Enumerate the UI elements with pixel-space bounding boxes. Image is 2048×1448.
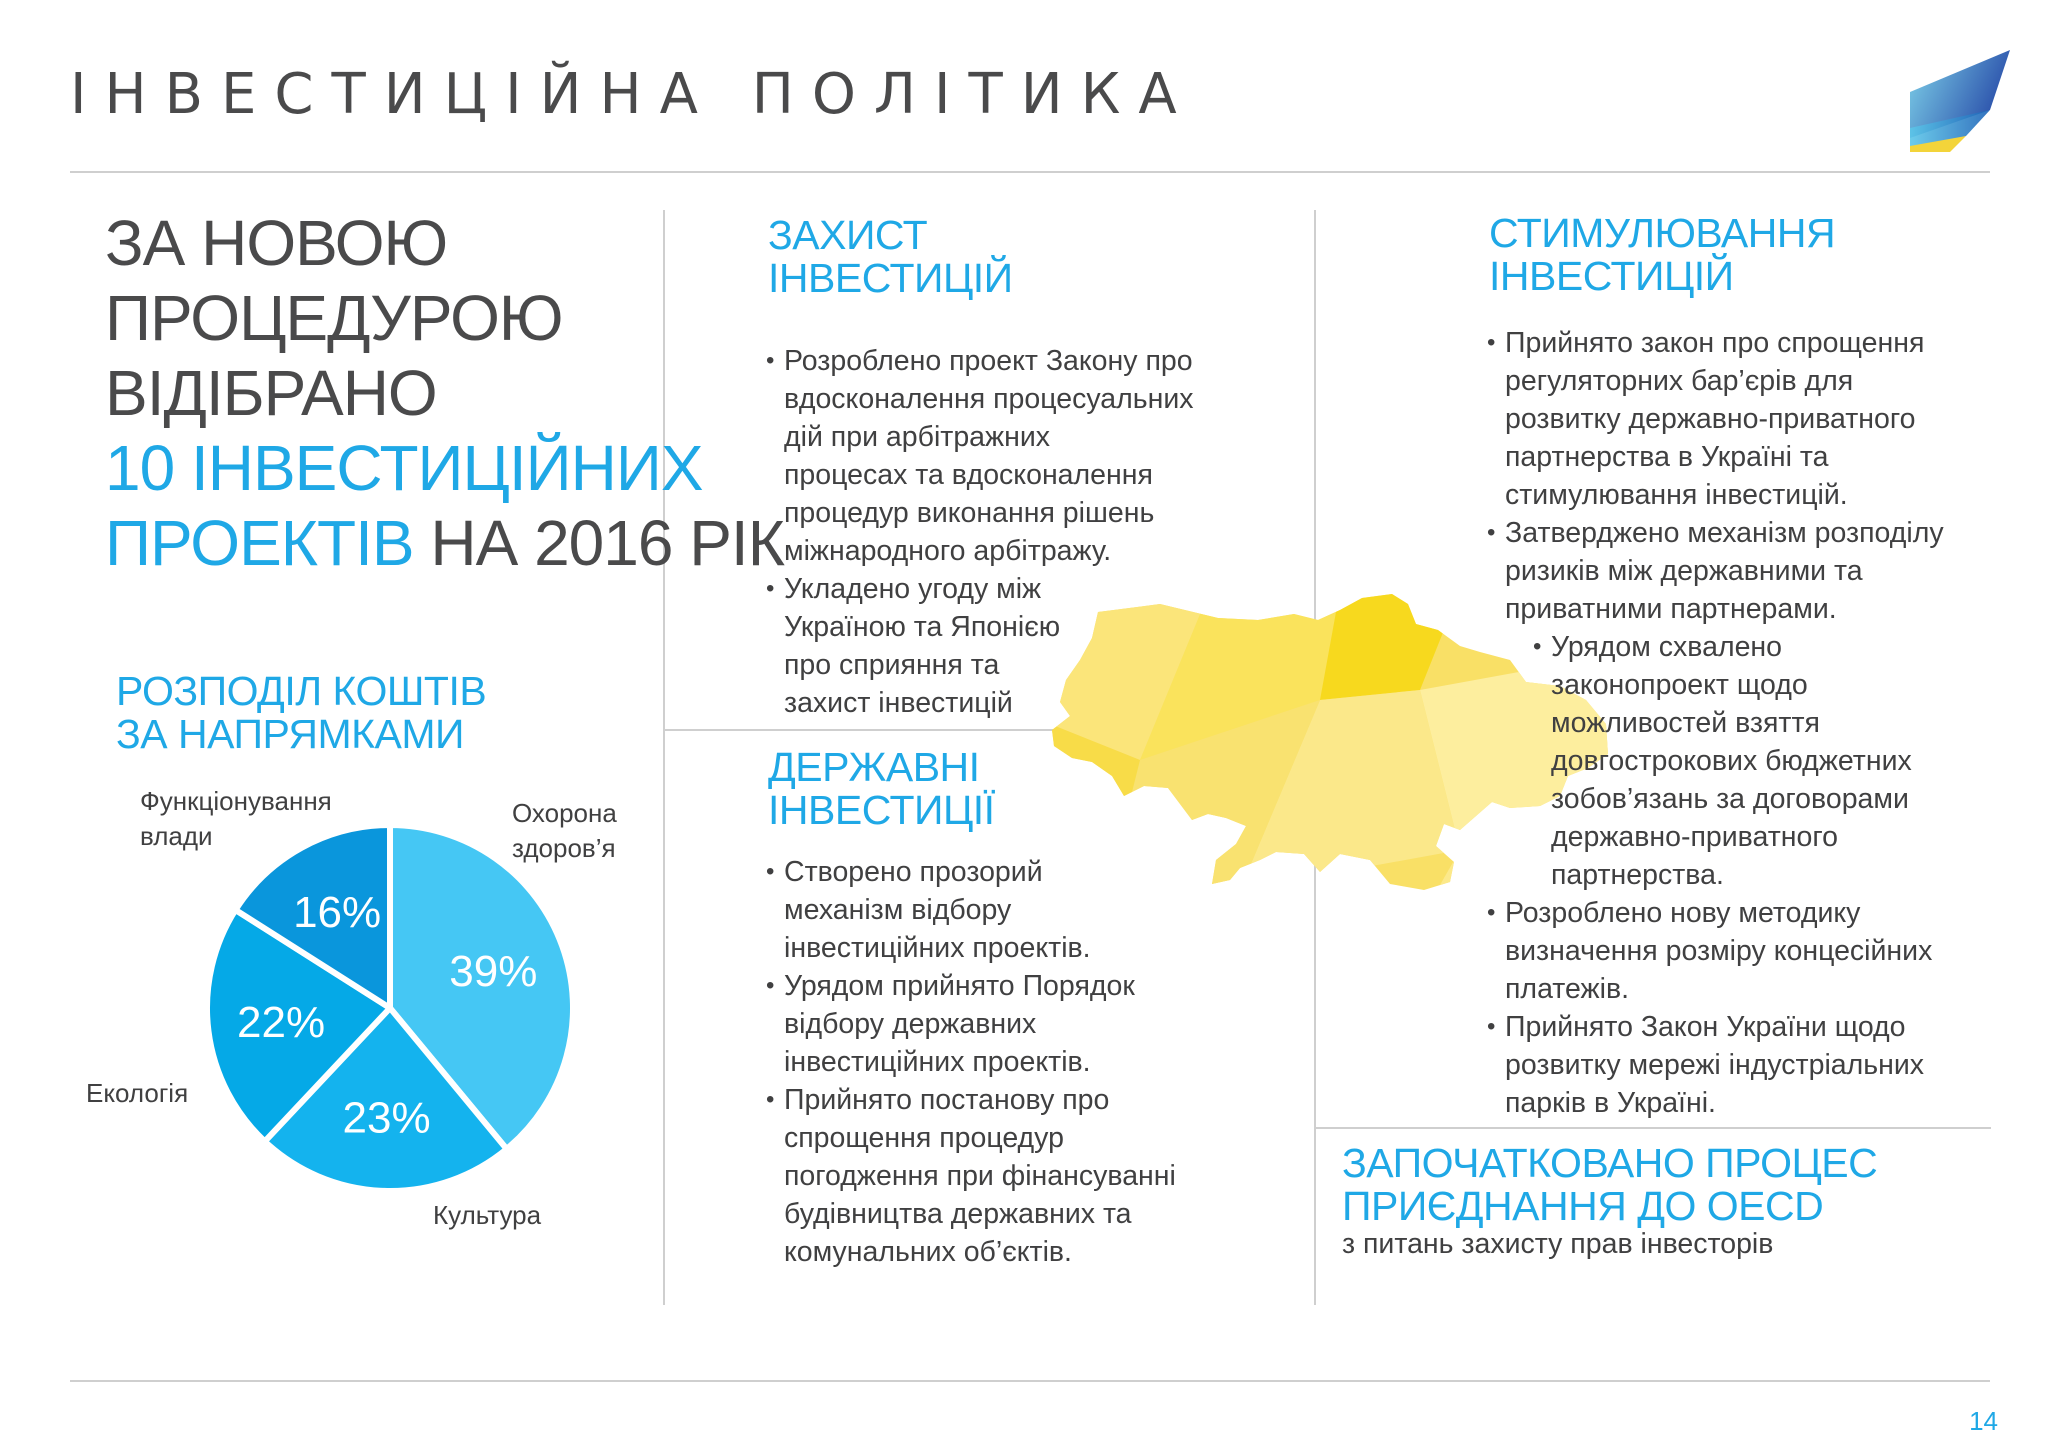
state-item-2 [768,967,1176,1081]
pie-chart [200,818,580,1198]
state-heading-line-1: ДЕРЖАВНІ [768,744,980,790]
pie-label-culture: Культура [433,1200,542,1230]
protection-list [768,342,1194,722]
text-line: парків в Україні. [1505,1087,1716,1119]
text-line: будівництва державних та [784,1198,1132,1230]
text-line: партнерства в Україні та [1505,441,1829,473]
text-line: спрощення процедур [784,1122,1064,1154]
pie-label-ecology: Екологія [86,1078,189,1108]
pie-slice-label: 22% [237,997,326,1047]
state-item-1 [768,853,1176,967]
distribution-heading-line-2: ЗА НАПРЯМКАМИ [116,711,465,757]
right-divider [1316,1127,1991,1129]
stimulation-heading-line-2: ІНВЕСТИЦІЙ [1489,253,1734,299]
text-line: регуляторних бар’єрів для [1505,365,1854,397]
text-line: • Прийнято постанову про [784,1084,1110,1116]
text-line: інвестиційних проектів. [784,1046,1091,1078]
state-item-3 [768,1081,1176,1271]
headline-line-1: ЗА НОВОЮ [105,207,448,279]
stimulation-list [1489,324,1944,1122]
text-line: • Прийнято закон про спрощення [1505,327,1925,359]
pie-slice-label: 16% [293,887,382,937]
text-line: міжнародного арбітражу. [784,535,1112,567]
stimulation-item-2 [1489,514,1944,628]
pie-slice-label: 39% [449,946,538,996]
page-title: ІНВЕСТИЦІЙНА ПОЛІТИКА [70,62,1195,127]
pie-slice-label: 23% [342,1093,431,1143]
text-line: погодження при фінансуванні [784,1160,1176,1192]
protection-item-1 [768,342,1194,570]
page-number: 14 [1969,1406,1998,1436]
headline-line-2: ПРОЦЕДУРОЮ [105,282,563,354]
headline-projects: ПРОЕКТІВ [105,507,414,579]
text-line: • Урядом прийнято Порядок [784,970,1135,1002]
text-line: захист інвестицій [784,687,1013,719]
text-line: вдосконалення процесуальних [784,383,1194,415]
government-logo-icon [1906,48,2014,154]
headline [105,206,784,581]
text-line: дій при арбітражних [784,421,1051,453]
text-line: інвестиційних проектів. [784,932,1091,964]
text-line: процедур виконання рішень [784,497,1155,529]
text-line: • Розроблено нову методику [1505,897,1861,929]
headline-line-3: ВІДІБРАНО [105,357,437,429]
oecd-subtitle: з питань захисту прав інвесторів [1342,1228,1774,1260]
stimulation-subitem [1535,628,1944,894]
protection-heading-line-2: ІНВЕСТИЦІЙ [768,255,1013,301]
text-line: • Прийнято Закон України щодо [1505,1011,1906,1043]
text-line: • Розроблено проект Закону про [784,345,1193,377]
text-line: довгострокових бюджетних [1551,745,1912,777]
text-line: • Затверджено механізм розподілу [1505,517,1944,549]
text-line: зобов’язань за договорами [1551,783,1909,815]
text-line: • Урядом схвалено [1551,631,1783,663]
text-line: можливостей взяття [1551,707,1820,739]
headline-line-4: 10 ІНВЕСТИЦІЙНИХ [105,432,703,504]
text-line: платежів. [1505,973,1630,1005]
text-line: механізм відбору [784,894,1012,926]
pie-label-government-line-1: Функціонування [140,786,332,816]
text-line: приватними партнерами. [1505,593,1837,625]
distribution-heading [116,670,486,756]
text-line: комунальних об’єктів. [784,1236,1072,1268]
protection-heading-line-1: ЗАХИСТ [768,212,928,258]
pie-label-government-line-2: влади [140,821,213,851]
header-divider [70,171,1990,173]
stimulation-heading-line-1: СТИМУЛЮВАННЯ [1489,210,1836,256]
state-heading-line-2: ІНВЕСТИЦІЇ [768,787,995,833]
distribution-heading-line-1: РОЗПОДІЛ КОШТІВ [116,668,487,714]
text-line: розвитку державно-приватного [1505,403,1916,435]
oecd-heading-line-2: ПРИЄДНАННЯ ДО OECD [1342,1183,1824,1229]
pie-label-government [140,784,332,854]
text-line: державно-приватного [1551,821,1838,853]
oecd-heading [1342,1142,1877,1228]
protection-heading [768,214,1013,300]
text-line: розвитку мережі індустріальних [1505,1049,1925,1081]
text-line: стимулювання інвестицій. [1505,479,1848,511]
stimulation-item-4 [1489,1008,1944,1122]
text-line: відбору державних [784,1008,1037,1040]
pie-label-health-line-1: Охорона [512,798,617,828]
state-list [768,853,1176,1271]
text-line: визначення розміру концесійних [1505,935,1933,967]
text-line: про сприяння та [784,649,1000,681]
footer-divider [70,1380,1990,1382]
pie-label-health [512,796,617,866]
stimulation-item-1 [1489,324,1944,514]
text-line: • Створено прозорий [784,856,1043,888]
text-line: законопроект щодо [1551,669,1808,701]
text-line: партнерства. [1551,859,1724,891]
headline-year: НА 2016 РІК [413,507,784,579]
protection-item-2 [768,570,1194,722]
text-line: процесах та вдосконалення [784,459,1153,491]
oecd-heading-line-1: ЗАПОЧАТКОВАНО ПРОЦЕС [1342,1140,1878,1186]
text-line: • Укладено угоду між [784,573,1042,605]
stimulation-heading [1489,212,1835,298]
state-heading [768,746,995,832]
text-line: Україною та Японією [784,611,1061,643]
text-line: ризиків між державними та [1505,555,1863,587]
pie-label-health-line-2: здоров’я [512,833,616,863]
stimulation-item-3 [1489,894,1944,1008]
